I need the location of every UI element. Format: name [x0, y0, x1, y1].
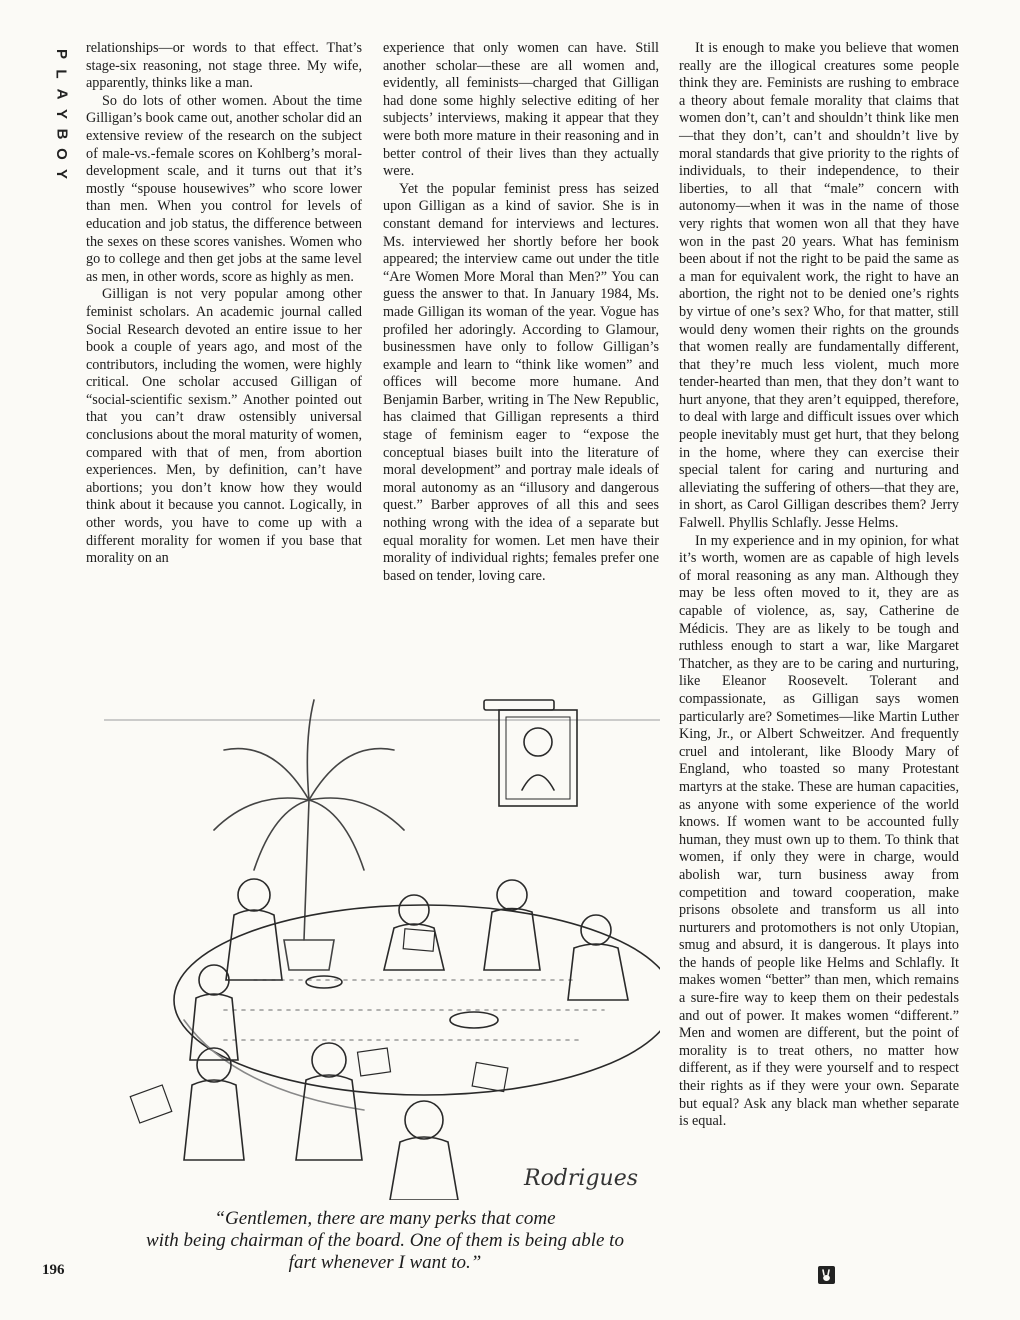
paragraph: So do lots of other women. About the time Gilligan’s book came out, another scholar did an extensive review of the research on the subject of male-vs.-female scores on Kohlberg’s moral-development scale, and it turns out that it’s mostly “spouse housewives” who score lower than men. When you control for levels of education and job status, the difference between the sexes on these scores vanishes. Women who go to college and then get jobs at the same level as men, in other words, score as highly as men.	[86, 92, 362, 285]
cartoon-caption	[90, 1208, 680, 1274]
paragraph: Yet the popular feminist press has seized upon Gilligan as a kind of savior. She is in constant demand for interviews and lectures. Ms. interviewed her shortly before her book appeared; the interview came out under the title “Are Women More Moral than Men?” You can guess the answer to that. In January 1984, Ms. made Gilligan its woman of the year. Vogue has profiled her adoringly. According to Glamour, businessmen have only to follow Gilligan’s example and learn to “think like women” and offices will become more humane. And Benjamin Barber, writing in The New Republic, has claimed that Gilligan represents a third stage of feminism eager to “expose the conceptual biases built into the literature of moral development” and portray male ideals of moral autonomy as an “illusory and dangerous quest.” Barber approves of all this and sees nothing wrong with the idea of a separate but equal morality for women. Let men have their morality of individual rights; females prefer one based on tender, loving care.	[383, 180, 659, 584]
masthead-letter: Y	[52, 108, 70, 120]
masthead-letter: Y	[52, 168, 70, 180]
executive-figure	[296, 1043, 362, 1160]
paragraph: experience that only women can have. Still another scholar—these are all women and, evidently, all feminists—charged that Gilligan had done some highly selective editing of her subjects’ interviews, making it appear that they were both more mature in their reasoning and in better control of their lives than they actually were.	[383, 40, 659, 180]
executive-figure	[184, 1048, 244, 1160]
page-number: 196	[42, 1262, 65, 1278]
caption-line: “Gentlemen, there are many perks that come	[214, 1208, 556, 1229]
masthead-letter: P	[52, 48, 70, 60]
rabbit-head-end-mark-icon	[818, 1266, 835, 1284]
executive-figure	[484, 880, 540, 970]
text-column-2	[383, 40, 659, 585]
masthead-letter: O	[52, 148, 70, 160]
caption-line: with being chairman of the board. One of them is being able to	[146, 1230, 624, 1251]
masthead-vertical	[48, 44, 74, 184]
paragraph: relationships—or words to that effect. That’s stage-six reasoning, not stage three. My wife, apparently, thinks like a man.	[86, 40, 362, 92]
ashtray-icon	[450, 1012, 498, 1028]
paragraph: In my experience and in my opinion, for what it’s worth, women are as capable of high levels of moral reasoning as any man. Although they may be less often moved to it, they are as capable of violence, as, say, Catherine de Médicis. They are as likely to be tough and ruthless enough to start a war, like Margaret Thatcher, as they are to be caring and nurturing, like Eleanor Roosevelt. Tolerant and compassionate, as Gilligan says women particularly are? Sometimes—like Martin Luther King, Jr., or Albert Schweitzer. And frequently cruel and intolerant, like Bloody Mary of England, who toasted so many Protestant martyrs at the stake. These are human capacities, as anyone with some experience of the world knows. If women want to be accounted fully human, they must own up to them. To think that women, if only they were in charge, would abolish war, turn business away from competition and toward cooperation, make prisons obsolete and transform us all into nurturers and protomothers is not only Utopian, smug and absurd, it is dangerous. It plays into the hands of people like Helms and Schlafly. It makes women “better” than men, which remains a sure-fire way to keep them on their pedestals and out of power. It makes women “different.” Men and women are different, but the point of morality is to treat others, no matter how different, as if they were yourself and to respect their rights as if they were your own. Separate but equal? Ask any black man whether separate is equal.	[679, 532, 959, 1130]
boardroom-cartoon	[104, 680, 660, 1200]
palm-plant-icon	[214, 700, 404, 970]
masthead-letter: B	[53, 128, 70, 140]
executive-figure	[568, 915, 628, 1000]
conference-table	[174, 905, 660, 1110]
masthead-letter: L	[52, 69, 70, 79]
text-column-1	[86, 40, 362, 568]
ashtray-icon	[306, 976, 342, 988]
paragraph: Gilligan is not very popular among other feminist scholars. An academic journal called Social Research devoted an entire issue to her book a couple of years ago, and most of the contributors, including the women, were highly critical. One scholar accused Gilligan of “social-scientific sexism.” Another pointed out that you can’t draw ostensibly universal conclusions about the moral maturity of women, compared with that of men, from abortion experiences. Men, by definition, can’t have abortions; you don’t know how they would think about it because you cannot. Logically, in other words, you have to come up with a different morality for women if you base that morality on an	[86, 286, 362, 567]
masthead-letter: A	[53, 88, 70, 100]
paragraph: It is enough to make you believe that women really are the illogical creatures some people think they are. Feminists are rushing to embrace a theory about female morality that claims that women don’t, can’t and shouldn’t think like men—that they don’t, can’t and shouldn’t live by moral standards that give priority to the rights of individuals, to their independence, to their liberties, to all that “male” concern with autonomy—when it was in the name of those very rights that women won all that they have won in the past 20 years. What has feminism been about if not the right to be paid the same as a man for equivalent work, the right to have an abortion, the right not to be denied one’s rights by virtue of one’s sex? Who, for that matter, still would deny women their rights on the grounds that women really are fundamentally different, that they’re much less violent, much more tender-hearted than men, that they don’t want to hurt anyone, that they aren’t equipped, therefore, to deal with large and difficult issues over which people inevitably must get hurt, that they belong in the home, where they can exercise their special talent for caring and nurturing and alleviating the suffering of others—that they are, in short, as Carol Gilligan describes them? Jerry Falwell. Phyllis Schlafly. Jesse Helms.	[679, 40, 959, 532]
cartoonist-signature: Rodrigues	[524, 1166, 639, 1191]
executive-figure	[390, 1101, 458, 1200]
text-column-3	[679, 40, 959, 1131]
portrait-frame	[484, 700, 577, 806]
caption-line: fart whenever I want to.”	[288, 1252, 482, 1273]
